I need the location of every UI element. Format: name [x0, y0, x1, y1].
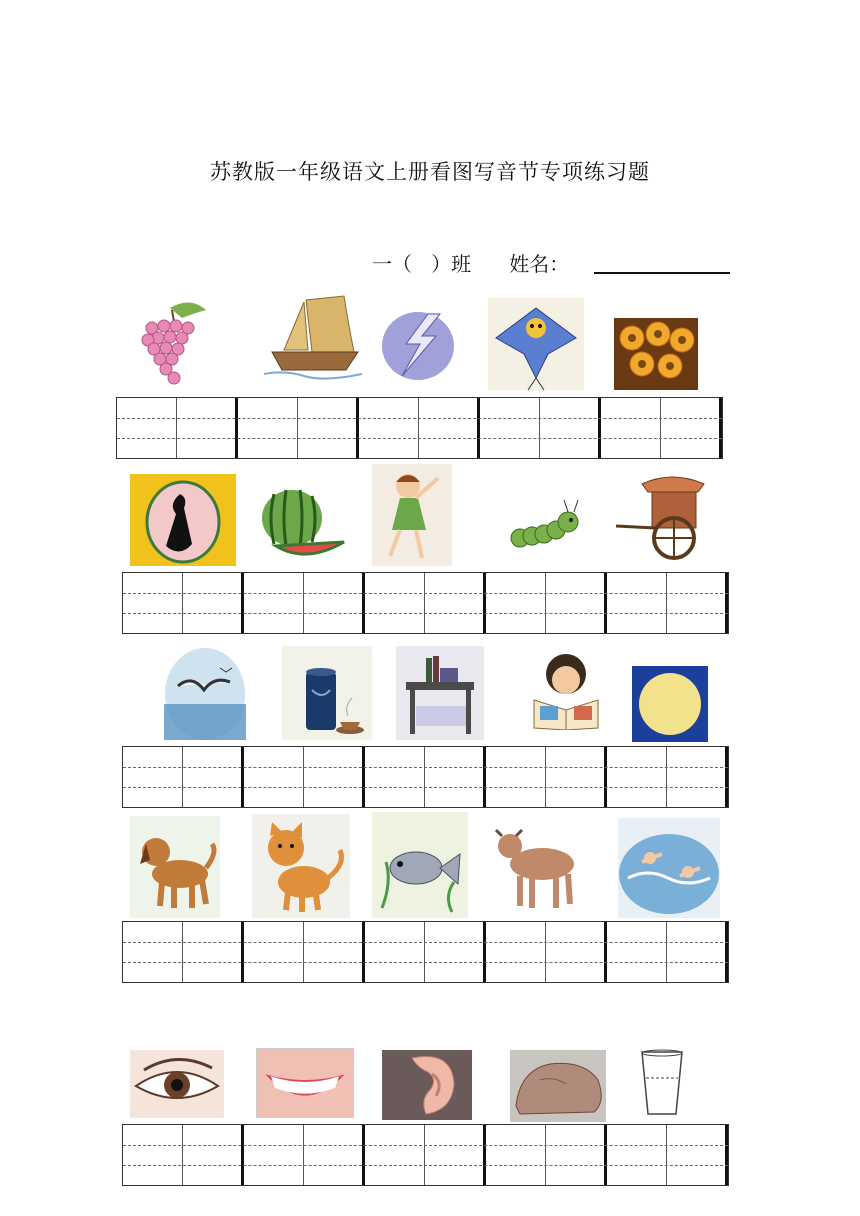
pinyin-grid-row-3[interactable]	[122, 746, 729, 808]
name-label: 姓名：	[509, 252, 570, 276]
moon-icon	[632, 666, 708, 742]
grapes-icon	[130, 296, 214, 390]
tea-can-icon	[282, 646, 372, 740]
girl-reading-icon	[518, 648, 614, 730]
watermelon-icon	[256, 484, 346, 564]
class-label: 一（ ）班	[372, 252, 472, 276]
kite-icon	[488, 298, 584, 390]
glass-icon	[632, 1048, 692, 1118]
cow-icon	[490, 816, 586, 916]
swimming-icon	[618, 818, 720, 918]
name-blank[interactable]	[594, 272, 730, 274]
cart-icon	[612, 470, 716, 562]
dancer-icon	[130, 474, 236, 566]
pinyin-grid-row-4[interactable]	[122, 921, 729, 983]
pinyin-grid-row-1[interactable]	[116, 397, 723, 459]
cat-icon	[252, 814, 350, 918]
ear-icon	[382, 1050, 472, 1120]
class-name-line	[372, 248, 569, 277]
sailboat-icon	[264, 292, 362, 384]
teeth-icon	[256, 1048, 354, 1118]
eye-icon	[130, 1050, 224, 1118]
seagull-icon	[164, 646, 246, 740]
girl-dancing-icon	[372, 464, 452, 566]
rock-icon	[510, 1050, 606, 1122]
fish-icon	[372, 812, 468, 918]
table-books-icon	[396, 646, 484, 740]
flowers-icon	[614, 318, 698, 390]
pinyin-grid-row-2[interactable]	[122, 572, 729, 634]
page-title: 苏教版一年级语文上册看图写音节专项练习题	[210, 160, 650, 184]
caterpillar-icon	[508, 488, 590, 564]
lightning-icon	[380, 306, 456, 384]
pinyin-grid-row-5[interactable]	[122, 1124, 729, 1186]
dog-icon	[130, 816, 220, 918]
